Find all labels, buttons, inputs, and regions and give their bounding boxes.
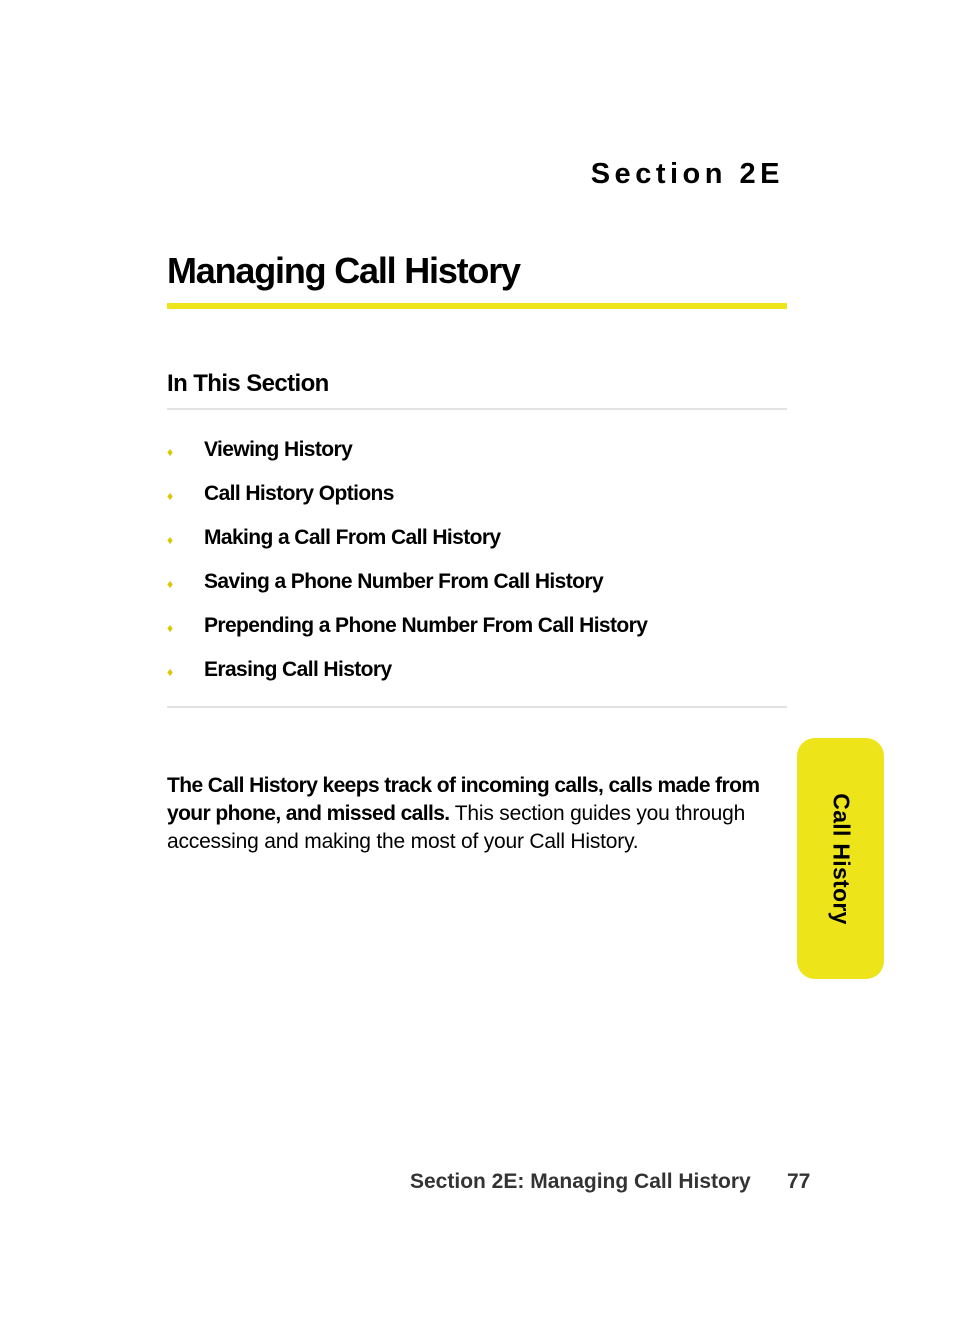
section-number: Section 2E (590, 158, 784, 190)
toc-list (167, 428, 647, 692)
toc-item-label: Viewing History (204, 438, 353, 461)
toc-item-making-a-call[interactable] (167, 516, 647, 560)
diamond-bullet-icon: ♦ (167, 620, 174, 635)
toc-item-saving-a-phone-number[interactable] (167, 560, 647, 604)
diamond-bullet-icon: ♦ (167, 664, 174, 679)
side-tab-label: Call History (828, 792, 854, 925)
toc-item-label: Saving a Phone Number From Call History (204, 570, 604, 593)
intro-lead: The Call History keeps track of incoming calls, calls made from your phone, and missed calls. (167, 774, 760, 825)
footer-section-title: Section 2E: Managing Call History (410, 1170, 751, 1193)
toc-item-label: Erasing Call History (204, 658, 392, 681)
toc-item-call-history-options[interactable] (167, 472, 647, 516)
toc-item-erasing-call-history[interactable] (167, 648, 647, 692)
toc-top-divider (167, 408, 787, 410)
intro-body: This section guides you through accessing and making the most of your Call History. (167, 802, 746, 853)
toc-heading: In This Section (167, 370, 329, 397)
intro-paragraph (167, 772, 767, 856)
toc-item-viewing-history[interactable] (167, 428, 647, 472)
toc-item-prepending-a-phone-number[interactable] (167, 604, 647, 648)
diamond-bullet-icon: ♦ (167, 576, 174, 591)
title-underline (167, 303, 787, 309)
toc-item-label: Prepending a Phone Number From Call History (204, 614, 648, 637)
diamond-bullet-icon: ♦ (167, 488, 174, 503)
diamond-bullet-icon: ♦ (167, 444, 174, 459)
toc-item-label: Call History Options (204, 482, 394, 505)
diamond-bullet-icon: ♦ (167, 532, 174, 547)
page-title: Managing Call History (167, 250, 520, 291)
toc-bottom-divider (167, 706, 787, 708)
toc-item-label: Making a Call From Call History (204, 526, 501, 549)
page-number: 77 (787, 1170, 811, 1193)
side-tab (797, 738, 884, 979)
